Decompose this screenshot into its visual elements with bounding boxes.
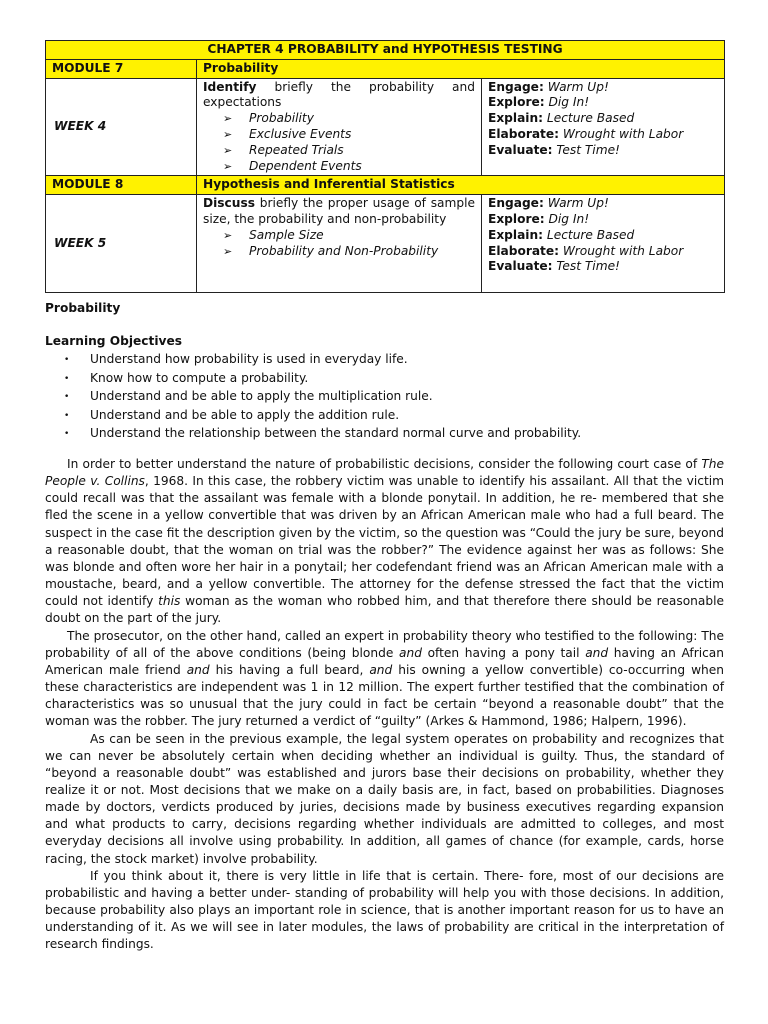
chapter-title: CHAPTER 4 PROBABILITY and HYPOTHESIS TESTING <box>46 41 725 60</box>
activity-row: Elaborate: Wrought with Labor <box>488 126 684 141</box>
paragraph: If you think about it, there is very little in life that is certain. There- fore, most of our decisions are probabilistic and having a better under- standing of probability will help you with those decisions. In addition, because probability also plays an important role in science, that is another important reason for us to have an understanding of it. As we will see in later modules, the laws of probability are critical in the interpretation of research findings. <box>45 868 724 952</box>
list-item: ➢ Probability and Non-Probability <box>223 243 439 258</box>
activity-row: Explain: Lecture Based <box>488 227 635 242</box>
module-label: MODULE 8 <box>46 176 197 195</box>
body-text <box>45 456 724 954</box>
section-title: Probability <box>45 301 121 315</box>
paragraph: As can be seen in the previous example, the legal system operates on probability and recognizes that we can never be absolutely certain when deciding whether an individual is guilty. Thus, the standard of “beyond a reasonable doubt” was established and jurors base their decisions on probability, whether they realize it or not. Most decisions that we make on a daily basis are, in fact, based on probabilities. Diagnoses made by doctors, verdicts produced by juries, decisions made by business executives regarding expansion and what products to carry, decisions regarding whether individuals are admitted to colleges, and most everyday decisions all involve using probability. In addition, all games of chance (for example, cards, horse racing, the stock market) involve probability. <box>45 731 724 866</box>
list-item: ➢ Probability <box>223 111 314 126</box>
objective-text <box>203 80 475 112</box>
list-item: ➢ Dependent Events <box>223 158 362 173</box>
learning-objectives-title: Learning Objectives <box>45 334 182 348</box>
week-label: WEEK 4 <box>46 78 197 176</box>
paragraph: In order to better understand the nature of probabilistic decisions, consider the following court case of The People v. Collins, 1968. In this case, the robbery victim was unable to identify his assailant. All that the victim could recall was that the assailant was female with a blonde ponytail. In addition, he re- membered that she fled the scene in a yellow convertible that was driven by an African American male who had a full beard. The suspect in the case fit the description given by the victim, so the question was “Could the jury be sure, beyond a reasonable doubt, that the woman on trial was the robber?” The evidence against her was as follows: She was blonde and often wore her hair in a ponytail; her codefendant friend was an African American male with a moustache, beard, and a yellow convertible. The attorney for the defense stressed the fact that the victim could not identify this woman as the woman who robbed him, and that therefore there should be reasonable doubt on the part of the jury. <box>45 457 724 626</box>
objective-cell <box>197 195 482 293</box>
activity-row: Explore: Dig In! <box>488 211 590 226</box>
activities-cell <box>482 78 725 176</box>
bullet-icon: • <box>64 373 70 384</box>
list-item: ➢ Exclusive Events <box>223 126 352 141</box>
activity-row: Elaborate: Wrought with Labor <box>488 243 684 258</box>
bullet-icon: • <box>64 429 70 439</box>
arrow-bullet-icon: ➢ <box>223 112 233 126</box>
activities-cell <box>482 195 725 293</box>
objective-rest: briefly the probability and expectations <box>203 79 475 110</box>
week-label: WEEK 5 <box>46 195 197 293</box>
learning-objectives-list <box>64 351 581 444</box>
list-item: • Understand how probability is used in everyday life. <box>64 351 581 370</box>
activity-row: Explain: Lecture Based <box>488 111 635 126</box>
list-item: • Understand and be able to apply the multiplication rule. <box>64 388 581 407</box>
arrow-bullet-icon: ➢ <box>223 228 233 242</box>
objective-text <box>203 196 475 228</box>
paragraph: The prosecutor, on the other hand, called an expert in probability theory who testified to the following: The probability of all of the above conditions (being blonde and often having a pony tail and having an African American male friend and his having a full beard, and his owning a yellow convertible) co-occurring when these characteristics are independent was 1 in 12 million. The expert further testified that the combination of characteristics was so unusual that the jury could in fact be certain “beyond a reasonable doubt” that the woman was the robber. The jury returned a verdict of “guilty” (Arkes & Hammond, 1986; Halpern, 1996). <box>45 628 724 729</box>
bullet-icon: • <box>64 355 70 365</box>
activity-row: Evaluate: Test Time! <box>488 142 620 157</box>
objective-verb: Discuss <box>203 196 255 211</box>
activity-row: Evaluate: Test Time! <box>488 259 620 274</box>
activity-row: Engage: Warm Up! <box>488 196 609 211</box>
module-topic: Hypothesis and Inferential Statistics <box>197 176 725 195</box>
bullet-icon: • <box>64 410 70 421</box>
topic-list <box>203 111 475 174</box>
list-item: • Understand and be able to apply the addition rule. <box>64 407 581 426</box>
list-item: ➢ Repeated Trials <box>223 142 344 157</box>
objective-rest: briefly the proper usage of sample size, the probability and non-probability <box>203 196 475 226</box>
bullet-icon: • <box>64 392 70 402</box>
arrow-bullet-icon: ➢ <box>223 127 233 141</box>
module-table <box>45 40 725 293</box>
arrow-bullet-icon: ➢ <box>223 143 233 157</box>
objective-verb: Identify <box>203 79 257 94</box>
module-topic: Probability <box>197 59 725 78</box>
objective-cell <box>197 78 482 176</box>
arrow-bullet-icon: ➢ <box>223 159 233 173</box>
topic-list <box>203 228 475 260</box>
list-item: ➢ Sample Size <box>223 227 324 242</box>
activity-row: Explore: Dig In! <box>488 95 590 110</box>
module-label: MODULE 7 <box>46 59 197 78</box>
activity-row: Engage: Warm Up! <box>488 79 609 94</box>
arrow-bullet-icon: ➢ <box>223 244 233 258</box>
list-item: • Understand the relationship between the standard normal curve and probability. <box>64 425 581 444</box>
list-item: • Know how to compute a probability. <box>64 370 581 389</box>
